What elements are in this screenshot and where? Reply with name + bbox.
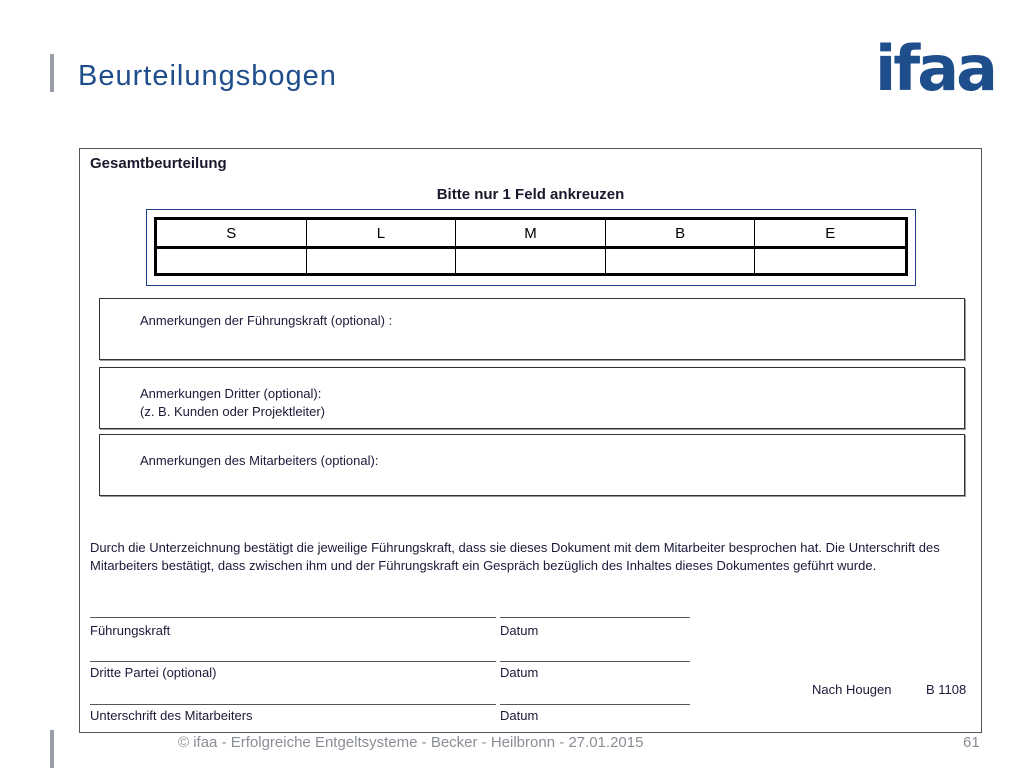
- rating-grid: [154, 217, 908, 276]
- third-party-remarks-label: Anmerkungen Dritter (optional):: [140, 386, 322, 401]
- form-code: B 1108: [926, 682, 967, 697]
- instruction-text: Bitte nur 1 Feld ankreuzen: [436, 186, 625, 203]
- rating-header-s: S: [157, 220, 307, 249]
- evaluation-form: [79, 148, 982, 733]
- rating-checkbox-m[interactable]: [456, 249, 606, 273]
- source-note: Nach Hougen: [812, 682, 892, 697]
- third-party-signature-label: Dritte Partei (optional): [90, 665, 217, 680]
- decorative-bar-bottom: [50, 730, 54, 768]
- rating-header-m: M: [456, 220, 606, 249]
- employee-date-label: Datum: [500, 708, 539, 723]
- third-party-signature-line[interactable]: [90, 661, 496, 662]
- page-title: Beurteilungsbogen: [78, 60, 337, 92]
- third-party-remarks-hint: (z. B. Kunden oder Projektleiter): [140, 404, 325, 419]
- employee-signature-label: Unterschrift des Mitarbeiters: [90, 708, 253, 723]
- third-party-date-label: Datum: [500, 665, 539, 680]
- confirmation-text: Durch die Unterzeichnung bestätigt die jeweilige Führungskraft, dass sie dieses Dokument mit dem Mitarbeiter besprochen hat. Die Unterschrift des Mitarbeiters bestätigt, dass zwischen ihm und der Führungskraft ein Gespräch bezüglich des Inhaltes dieses Dokumentes geführt wurde.: [90, 540, 940, 573]
- employee-remarks-field[interactable]: [99, 434, 965, 496]
- employee-remarks-label: Anmerkungen des Mitarbeiters (optional):: [140, 453, 379, 468]
- third-party-remarks-field[interactable]: [99, 367, 965, 429]
- ifaa-logo: ifaa: [875, 32, 995, 105]
- third-party-date-line[interactable]: [500, 661, 690, 662]
- employee-signature-line[interactable]: [90, 704, 496, 705]
- rating-checkbox-e[interactable]: [755, 249, 905, 273]
- decorative-bar-top: [50, 54, 54, 92]
- section-title: Gesamtbeurteilung: [90, 155, 227, 172]
- manager-signature-label: Führungskraft: [90, 623, 171, 638]
- rating-header-e: E: [755, 220, 905, 249]
- rating-checkbox-s[interactable]: [157, 249, 307, 273]
- manager-date-line[interactable]: [500, 617, 690, 618]
- page-number: 61: [963, 734, 980, 751]
- rating-checkbox-l[interactable]: [307, 249, 457, 273]
- rating-checkbox-b[interactable]: [606, 249, 756, 273]
- manager-date-label: Datum: [500, 623, 539, 638]
- rating-grid-frame: [146, 209, 916, 286]
- employee-date-line[interactable]: [500, 704, 690, 705]
- manager-remarks-label: Anmerkungen der Führungskraft (optional) :: [140, 313, 393, 328]
- manager-signature-line[interactable]: [90, 617, 496, 618]
- rating-header-b: B: [606, 220, 756, 249]
- manager-remarks-field[interactable]: [99, 298, 965, 360]
- footer-text: © ifaa - Erfolgreiche Entgeltsysteme - Becker - Heilbronn - 27.01.2015: [178, 734, 644, 751]
- rating-header-l: L: [307, 220, 457, 249]
